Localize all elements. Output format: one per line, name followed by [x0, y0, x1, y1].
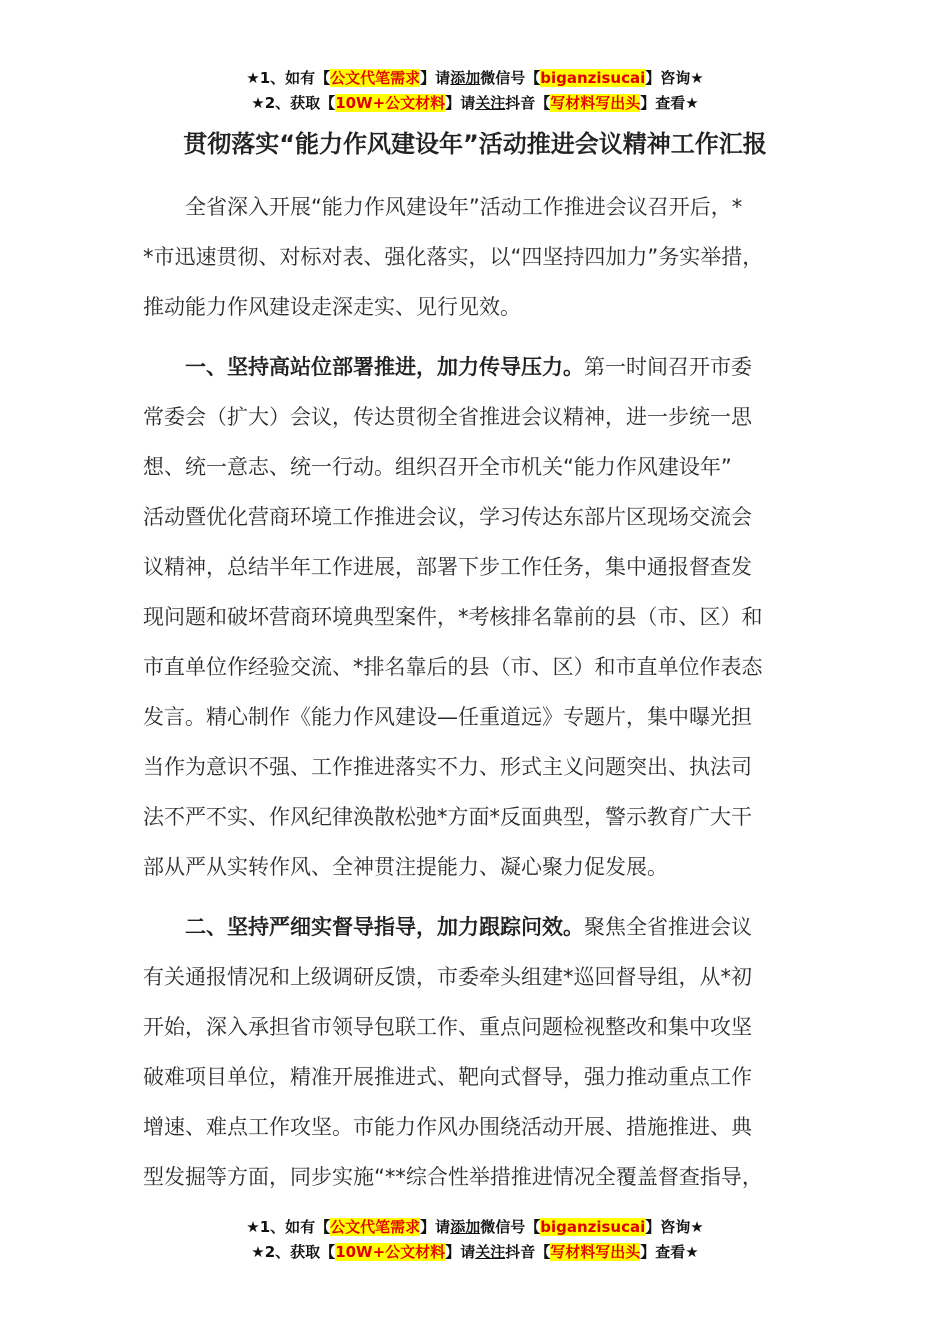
text-line [143, 902, 823, 952]
highlight-wechat-id: biganzisucai [540, 1218, 646, 1236]
text-line [143, 342, 823, 392]
text-run: 第一时间召开市委 [584, 355, 752, 379]
banner-line-1 [0, 66, 950, 91]
highlight-douyin: 写材料写出头 [550, 1243, 641, 1261]
banner-text: 抖音【 [505, 94, 551, 112]
highlight-wechat-id: biganzisucai [540, 69, 646, 87]
text-line: 现问题和破坏营商环境典型案件，*考核排名靠前的县（市、区）和 [143, 605, 763, 629]
highlight-douyin: 写材料写出头 [550, 94, 641, 112]
banner-text: 微信号【 [480, 1218, 541, 1236]
banner-text: ★2、获取【 [251, 94, 336, 112]
banner-text: 】请 [445, 94, 476, 112]
text-line: 当作为意识不强、工作推进落实不力、形式主义问题突出、执法司 [143, 755, 752, 779]
text-line: 部从严从实转作风、全神贯注提能力、凝心聚力促发展。 [143, 855, 668, 879]
document-title: 贯彻落实“能力作风建设年”活动推进会议精神工作汇报 [183, 130, 767, 158]
banner-underlined: 关注 [475, 94, 506, 112]
section-heading: 一、坚持高站位部署推进，加力传导压力。 [185, 355, 584, 379]
highlight-service: 公文代笔需求 [330, 69, 421, 87]
banner-underlined: 关注 [475, 1243, 506, 1261]
banner-text: 】咨询★ [645, 1218, 704, 1236]
top-banner [0, 66, 950, 116]
text-line: 开始，深入承担省市领导包联工作、重点问题检视整改和集中攻坚 [143, 1015, 752, 1039]
text-run: 聚焦全省推进会议 [584, 915, 752, 939]
banner-text: 抖音【 [505, 1243, 551, 1261]
paragraph-intro [143, 182, 823, 332]
banner-text: ★1、如有【 [246, 1218, 331, 1236]
text-line: 发言。精心制作《能力作风建设—任重道远》专题片，集中曝光担 [143, 705, 752, 729]
banner-text: ★1、如有【 [246, 69, 331, 87]
banner-text: 】请 [420, 1218, 451, 1236]
text-line: 议精神，总结半年工作进展，部署下步工作任务，集中通报督查发 [143, 555, 752, 579]
text-line: 活动暨优化营商环境工作推进会议，学习传达东部片区现场交流会 [143, 505, 752, 529]
banner-line-2 [0, 91, 950, 116]
highlight-service: 公文代笔需求 [330, 1218, 421, 1236]
document-body [143, 182, 823, 1202]
text-line: 常委会（扩大）会议，传达贯彻全省推进会议精神，进一步统一思 [143, 405, 752, 429]
text-line: 推动能力作风建设走深走实、见行见效。 [143, 295, 521, 319]
banner-text: 】查看★ [640, 1243, 699, 1261]
text-line: 市直单位作经验交流、*排名靠后的县（市、区）和市直单位作表态 [143, 655, 763, 679]
highlight-materials: 10W+公文材料 [335, 1243, 446, 1261]
banner-text: 】请 [420, 69, 451, 87]
text-line: 全省深入开展“能力作风建设年”活动工作推进会议召开后，* [185, 195, 743, 219]
section-heading: 二、坚持严细实督导指导，加力跟踪问效。 [185, 915, 584, 939]
text-line: 法不严不实、作风纪律涣散松弛*方面*反面典型，警示教育广大干 [143, 805, 752, 829]
banner-line-1 [0, 1215, 950, 1240]
text-line: *市迅速贯彻、对标对表、强化落实，以“四坚持四加力”务实举措， [143, 245, 764, 269]
text-line: 型发掘等方面，同步实施“**综合性举措推进情况全覆盖督查指导， [143, 1165, 763, 1189]
banner-line-2 [0, 1240, 950, 1265]
text-line: 增速、难点工作攻坚。市能力作风办围绕活动开展、措施推进、典 [143, 1115, 752, 1139]
banner-text: 微信号【 [480, 69, 541, 87]
banner-text: ★2、获取【 [251, 1243, 336, 1261]
text-line: 破难项目单位，精准开展推进式、靶向式督导，强力推动重点工作 [143, 1065, 752, 1089]
banner-underlined: 添加 [450, 69, 481, 87]
bottom-banner [0, 1215, 950, 1265]
highlight-materials: 10W+公文材料 [335, 94, 446, 112]
text-line: 有关通报情况和上级调研反馈，市委牵头组建*巡回督导组，从*初 [143, 965, 752, 989]
paragraph-section-1 [143, 342, 823, 892]
banner-text: 】查看★ [640, 94, 699, 112]
banner-underlined: 添加 [450, 1218, 481, 1236]
paragraph-section-2 [143, 902, 823, 1202]
banner-text: 】请 [445, 1243, 476, 1261]
banner-text: 】咨询★ [645, 69, 704, 87]
text-line: 想、统一意志、统一行动。组织召开全市机关“能力作风建设年” [143, 455, 732, 479]
